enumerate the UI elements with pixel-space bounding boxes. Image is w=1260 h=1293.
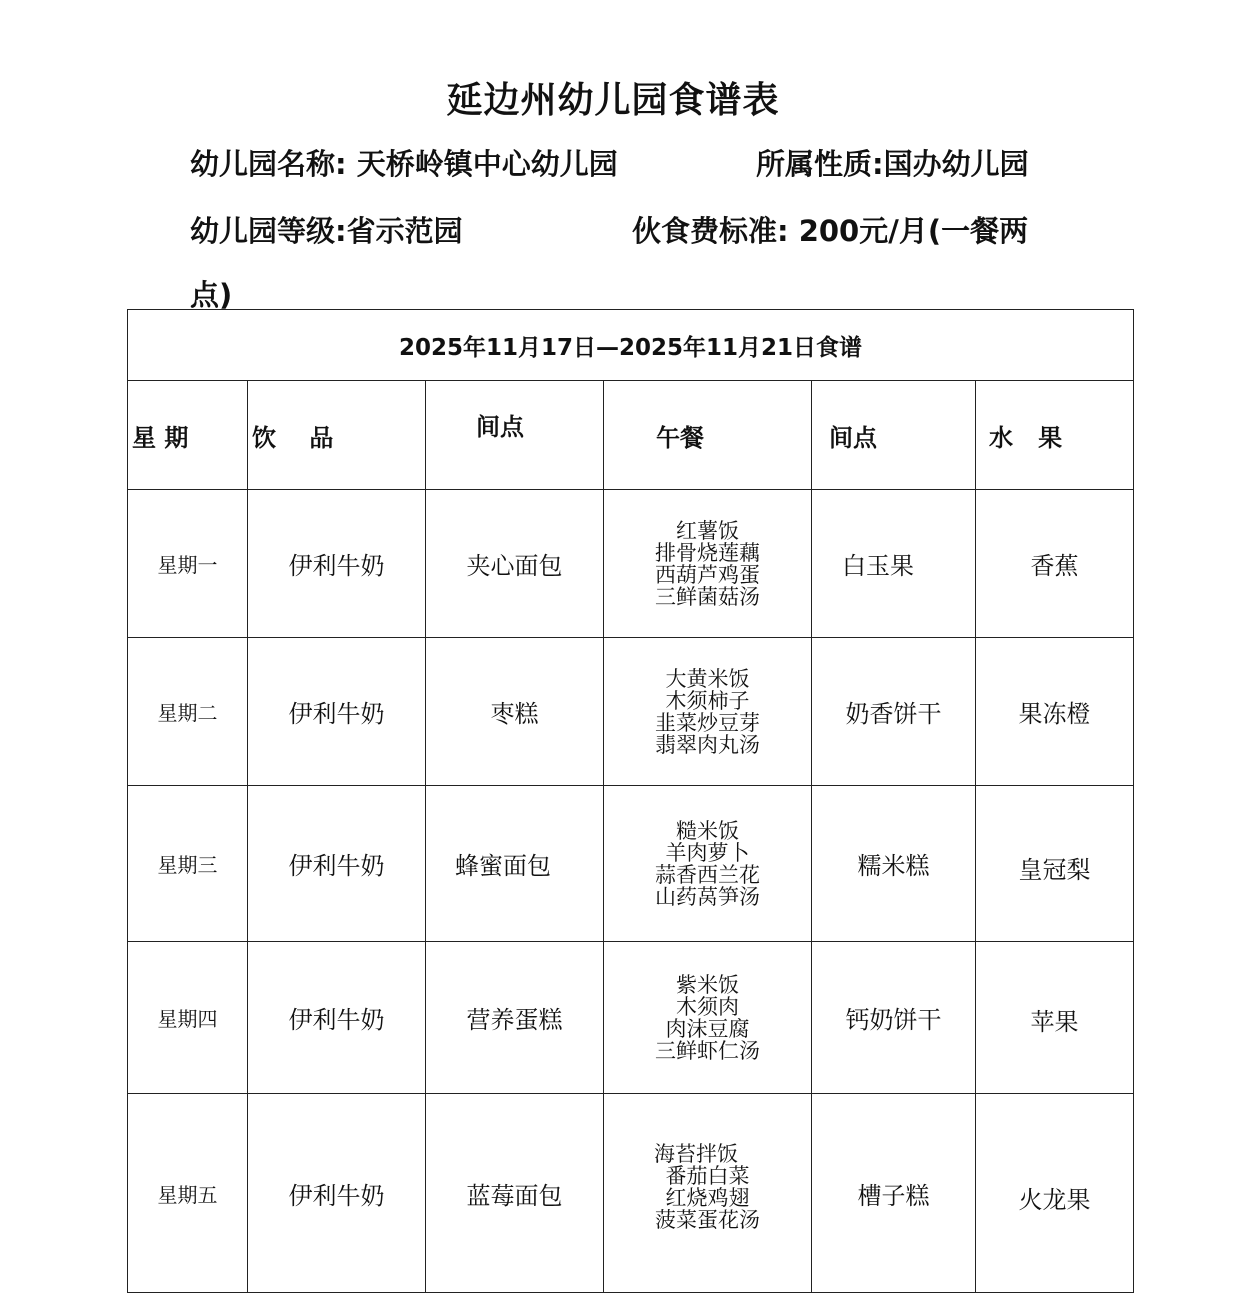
snack-pm-cell: 奶香饼干: [812, 638, 976, 786]
lunch-item: 三鲜虾仁汤: [655, 1038, 760, 1063]
day-cell: 星期二: [128, 638, 248, 786]
snack-pm-cell: 钙奶饼干: [812, 942, 976, 1094]
snack-am-cell: 夹心面包: [426, 490, 604, 638]
drink-cell: 伊利牛奶: [248, 786, 426, 942]
day-cell: 星期三: [128, 786, 248, 942]
header-cell: [128, 381, 248, 490]
lunch-cell: [604, 490, 812, 638]
lunch-item: 翡翠肉丸汤: [655, 732, 760, 757]
header-drink: 饮 品: [252, 423, 334, 452]
lunch-item: 肉沫豆腐: [665, 1016, 750, 1041]
fruit-cell: 果冻橙: [976, 638, 1134, 786]
header-lunch: 午餐: [656, 423, 704, 452]
header-cell: [248, 381, 426, 490]
lunch-cell: [604, 942, 812, 1094]
lunch-item: 紫米饭: [676, 972, 739, 997]
fruit-cell: 火龙果: [976, 1094, 1134, 1293]
table-period-row: [128, 310, 1134, 381]
snack-pm-cell: 槽子糕: [812, 1094, 976, 1293]
lunch-cell: [604, 786, 812, 942]
drink-cell: 伊利牛奶: [248, 490, 426, 638]
kindergarten-level: 幼儿园等级:省示范园: [190, 214, 463, 248]
page-title: 延边州幼儿园食谱表: [446, 80, 780, 121]
day-cell: 星期四: [128, 942, 248, 1094]
lunch-item: 木须肉: [676, 994, 739, 1019]
drink-cell: 伊利牛奶: [248, 942, 426, 1094]
lunch-item: 西葫芦鸡蛋: [655, 562, 760, 587]
lunch-item: 红薯饭: [676, 518, 739, 543]
snack-am-cell: 蜂蜜面包: [426, 786, 604, 942]
kindergarten-name: 幼儿园名称: 天桥岭镇中心幼儿园: [190, 147, 618, 181]
day-cell: 星期五: [128, 1094, 248, 1293]
header-cell: [426, 381, 604, 490]
lunch-item: 排骨烧莲藕: [655, 540, 760, 565]
drink-cell: 伊利牛奶: [248, 638, 426, 786]
header-cell: [604, 381, 812, 490]
kindergarten-nature: 所属性质:国办幼儿园: [756, 147, 1029, 181]
lunch-item: 番茄白菜: [665, 1164, 750, 1188]
table-row: [128, 1094, 1134, 1293]
lunch-item: 糙米饭: [676, 818, 739, 843]
table-row: [128, 638, 1134, 786]
drink-cell: 伊利牛奶: [248, 1094, 426, 1293]
fruit-cell: 苹果: [976, 942, 1134, 1094]
lunch-item: 韭菜炒豆芽: [655, 710, 760, 735]
fruit-cell: 皇冠梨: [976, 786, 1134, 942]
header-snack-am: 间点: [476, 413, 524, 441]
lunch-item: 大黄米饭: [665, 666, 750, 691]
lunch-item: 山药莴笋汤: [655, 884, 760, 909]
lunch-cell: [604, 638, 812, 786]
lunch-item: 菠菜蛋花汤: [655, 1208, 760, 1232]
snack-pm-cell: 白玉果: [812, 490, 976, 638]
lunch-item: 海苔拌饭: [654, 1142, 738, 1166]
fruit-cell: 香蕉: [976, 490, 1134, 638]
header-day: 星 期: [132, 423, 189, 452]
header-cell: [976, 381, 1134, 490]
header-cell: [812, 381, 976, 490]
meal-fee-standard: 伙食费标准: 200元/月(一餐两: [632, 214, 1029, 248]
table-row: [128, 490, 1134, 638]
snack-am-cell: 营养蛋糕: [426, 942, 604, 1094]
snack-am-cell: 枣糕: [426, 638, 604, 786]
lunch-item: 蒜香西兰花: [655, 862, 760, 887]
lunch-item: 木须柿子: [665, 688, 750, 713]
lunch-item: 三鲜菌菇汤: [655, 584, 760, 609]
menu-period: 2025年11月17日—2025年11月21日食谱: [128, 310, 1134, 381]
header-fruit: 水 果: [989, 423, 1063, 452]
snack-am-cell: 蓝莓面包: [426, 1094, 604, 1293]
lunch-item: 红烧鸡翅: [665, 1186, 750, 1210]
day-cell: 星期一: [128, 490, 248, 638]
table-row: [128, 942, 1134, 1094]
lunch-cell: [604, 1094, 812, 1293]
table-row: [128, 786, 1134, 942]
snack-pm-cell: 糯米糕: [812, 786, 976, 942]
header-snack-pm: 间点: [829, 423, 877, 452]
menu-table: [127, 309, 1134, 1293]
lunch-item: 羊肉萝卜: [665, 840, 750, 865]
meal-fee-standard-continued: 点): [190, 278, 233, 312]
table-header-row: [128, 381, 1134, 490]
